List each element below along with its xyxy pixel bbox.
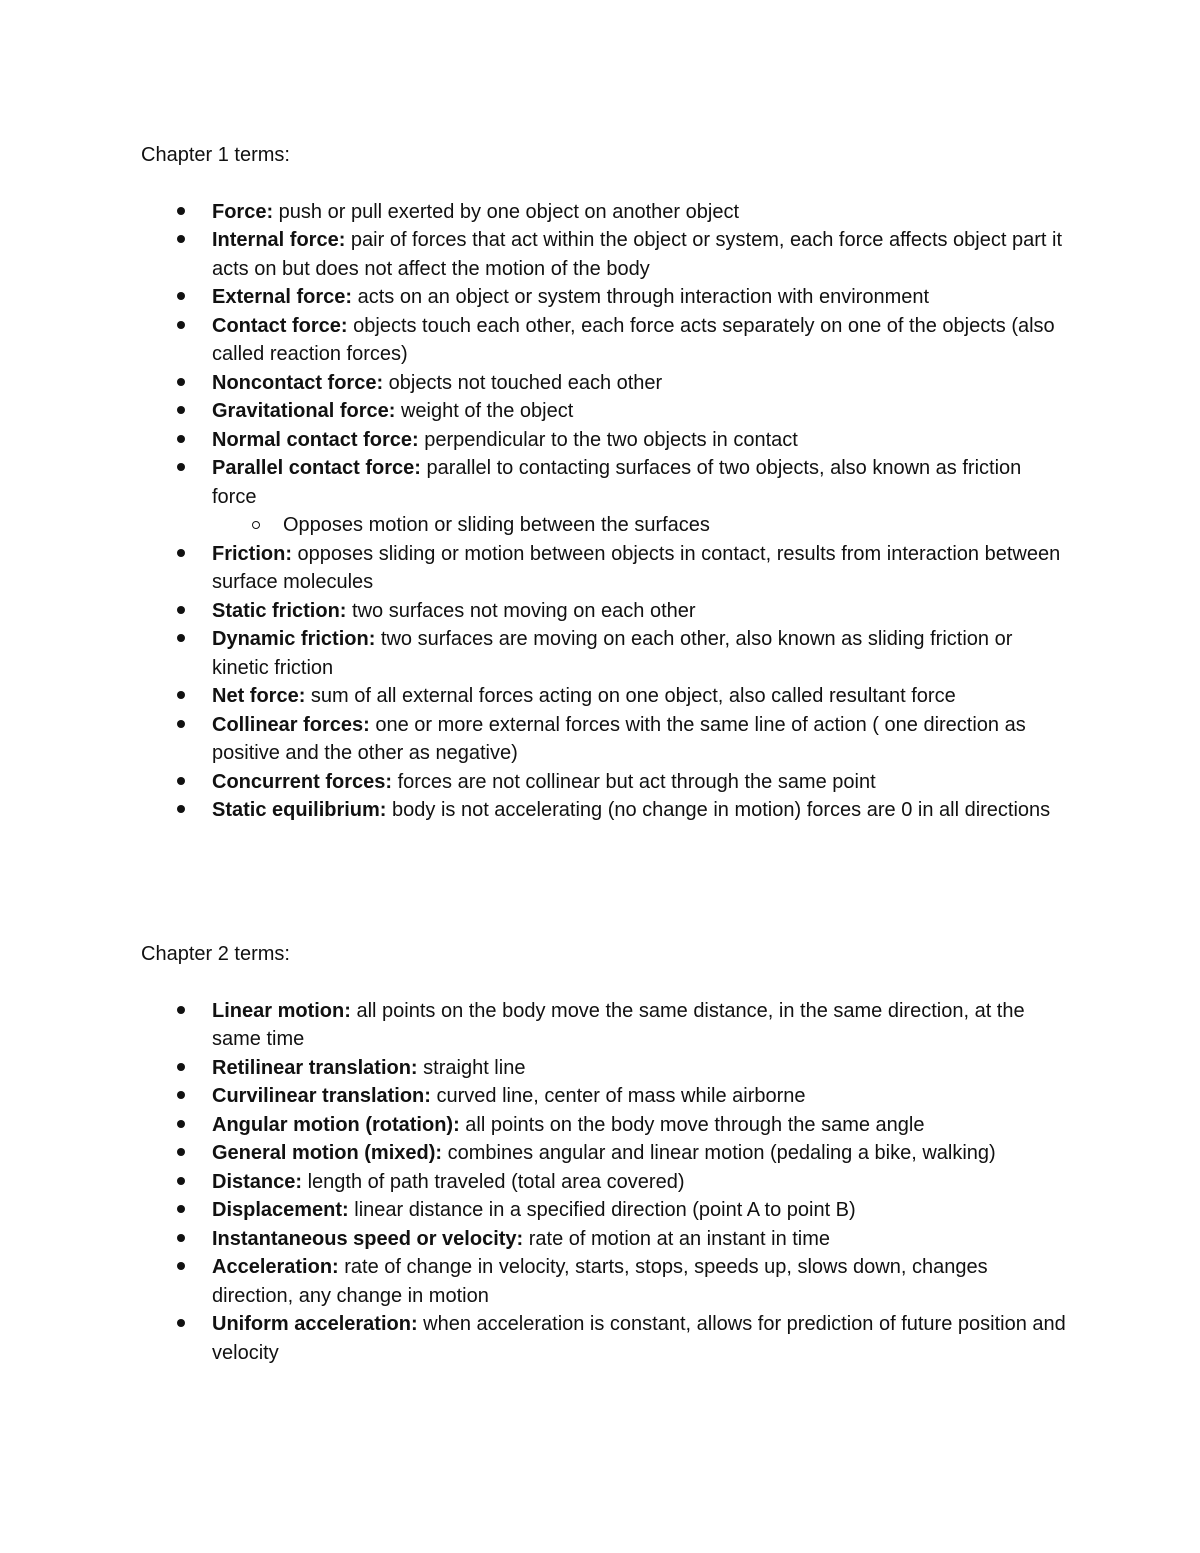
chapter-2-term-list — [141, 997, 1071, 1368]
chapter-1-section — [141, 141, 1071, 825]
term-definition: parallel to contacting surfaces of two objects, also known as friction force — [212, 457, 1022, 508]
term-name: Curvilinear translation: — [212, 1085, 431, 1107]
term-name: External force: — [212, 286, 353, 308]
bullet-icon — [177, 1063, 185, 1071]
term-list-item — [141, 1310, 1071, 1367]
term-list-item — [141, 426, 1071, 455]
term-list-item — [141, 597, 1071, 626]
term-list-item — [141, 540, 1071, 597]
term-name: Parallel contact force: — [212, 457, 421, 479]
term-list-item — [141, 454, 1071, 540]
term-name: Dynamic friction: — [212, 628, 376, 650]
term-definition: combines angular and linear motion (pedaling a bike, walking) — [442, 1142, 996, 1164]
term-definition: opposes sliding or motion between objects in contact, results from interaction between surface molecules — [212, 542, 1061, 593]
term-name: Static friction: — [212, 599, 347, 622]
term-name: Static equilibrium: — [212, 799, 387, 821]
term-name: Distance: — [212, 1170, 303, 1193]
term-name: Net force: — [212, 685, 306, 707]
term-list-item — [141, 1225, 1071, 1254]
term-definition: all points on the body move through the same angle — [459, 1113, 925, 1136]
term-definition: acts on an object or system through interaction with environment — [352, 286, 930, 308]
term-list-item — [141, 1054, 1071, 1083]
bullet-icon — [177, 549, 185, 557]
term-name: Displacement: — [212, 1199, 349, 1221]
term-definition: all points on the body move the same distance, in the same direction, at the same time — [212, 999, 1025, 1050]
bullet-icon — [177, 1319, 185, 1327]
bullet-icon — [177, 1120, 185, 1128]
term-name: Instantaneous speed or velocity: — [212, 1227, 524, 1250]
term-definition: weight of the object — [395, 400, 574, 422]
bullet-icon — [177, 378, 185, 386]
term-name: Retilinear translation: — [212, 1056, 418, 1079]
term-definition: sum of all external forces acting on one object, also called resultant force — [305, 685, 956, 707]
term-definition: straight line — [417, 1056, 526, 1079]
chapter-1-heading: Chapter 1 terms: — [141, 144, 290, 166]
term-list-item — [141, 198, 1071, 227]
bullet-icon — [177, 207, 185, 215]
term-definition: rate of change in velocity, starts, stops, speeds up, slows down, changes direction, any change in motion — [212, 1256, 988, 1307]
term-definition: push or pull exerted by one object on another object — [273, 200, 739, 223]
term-definition: one or more external forces with the same line of action ( one direction as positive and the other as negative) — [212, 713, 1026, 764]
term-name: Normal contact force: — [212, 428, 419, 451]
term-list-item — [141, 1168, 1071, 1197]
term-definition: body is not accelerating (no change in motion) forces are 0 in all directions — [386, 799, 1051, 821]
bullet-icon — [177, 1091, 185, 1099]
term-definition: curved line, center of mass while airborne — [430, 1085, 806, 1107]
term-definition: rate of motion at an instant in time — [523, 1227, 831, 1250]
bullet-icon — [177, 292, 185, 300]
chapter-1-term-list — [141, 198, 1071, 825]
term-name: Angular motion (rotation): — [212, 1113, 460, 1136]
bullet-icon — [177, 435, 185, 443]
term-list-item — [141, 397, 1071, 426]
bullet-icon — [177, 235, 185, 243]
term-list-item — [141, 226, 1071, 283]
bullet-icon — [177, 1262, 185, 1270]
bullet-icon — [177, 1234, 185, 1242]
bullet-icon — [177, 634, 185, 642]
bullet-icon — [177, 691, 185, 699]
term-definition: length of path traveled (total area covered) — [302, 1170, 685, 1193]
term-list-item — [141, 768, 1071, 797]
term-name: Collinear forces: — [212, 713, 370, 736]
term-name: Gravitational force: — [212, 400, 396, 422]
term-definition: perpendicular to the two objects in contact — [418, 428, 798, 451]
hollow-bullet-icon — [252, 521, 260, 529]
bullet-icon — [177, 1205, 185, 1213]
term-list-item — [141, 682, 1071, 711]
term-definition: when acceleration is constant, allows for prediction of future position and velocity — [212, 1313, 1066, 1364]
term-name: General motion (mixed): — [212, 1142, 443, 1164]
term-definition: objects not touched each other — [383, 371, 663, 394]
term-list-item — [141, 369, 1071, 398]
bullet-icon — [177, 406, 185, 414]
term-list-item — [141, 312, 1071, 369]
term-definition: pair of forces that act within the object or system, each force affects object part it acts on but does not affect the motion of the body — [212, 229, 1062, 280]
bullet-icon — [177, 321, 185, 329]
sub-list-item — [212, 511, 1071, 540]
term-name: Acceleration: — [212, 1256, 339, 1278]
term-name: Friction: — [212, 542, 292, 565]
chapter-2-heading: Chapter 2 terms: — [141, 943, 290, 965]
term-list-item — [141, 283, 1071, 312]
term-list-item — [141, 711, 1071, 768]
term-definition: two surfaces not moving on each other — [346, 599, 696, 622]
term-definition: objects touch each other, each force acts separately on one of the objects (also called reaction forces) — [212, 314, 1055, 365]
term-list-item — [141, 625, 1071, 682]
term-definition: two surfaces are moving on each other, also known as sliding friction or kinetic friction — [212, 628, 1013, 679]
bullet-icon — [177, 805, 185, 813]
sub-item-text: Opposes motion or sliding between the surfaces — [283, 514, 710, 536]
bullet-icon — [177, 1006, 185, 1014]
term-name: Uniform acceleration: — [212, 1313, 418, 1335]
term-list-item — [141, 1139, 1071, 1168]
bullet-icon — [177, 606, 185, 614]
term-list-item — [141, 1253, 1071, 1310]
bullet-icon — [177, 463, 185, 471]
term-name: Linear motion: — [212, 999, 351, 1022]
term-list-item — [141, 1082, 1071, 1111]
term-list-item — [141, 796, 1071, 825]
term-name: Noncontact force: — [212, 371, 384, 394]
bullet-icon — [177, 1148, 185, 1156]
term-name: Concurrent forces: — [212, 770, 393, 793]
bullet-icon — [177, 1177, 185, 1185]
bullet-icon — [177, 777, 185, 785]
term-name: Internal force: — [212, 229, 346, 251]
term-list-item — [141, 997, 1071, 1054]
term-name: Contact force: — [212, 314, 348, 337]
sub-list — [212, 511, 1071, 540]
term-list-item — [141, 1196, 1071, 1225]
term-definition: forces are not collinear but act through the same point — [392, 770, 876, 793]
chapter-2-section — [141, 940, 1071, 1367]
term-name: Force: — [212, 200, 274, 223]
term-definition: linear distance in a specified direction (point A to point B) — [348, 1199, 856, 1221]
term-list-item — [141, 1111, 1071, 1140]
bullet-icon — [177, 720, 185, 728]
